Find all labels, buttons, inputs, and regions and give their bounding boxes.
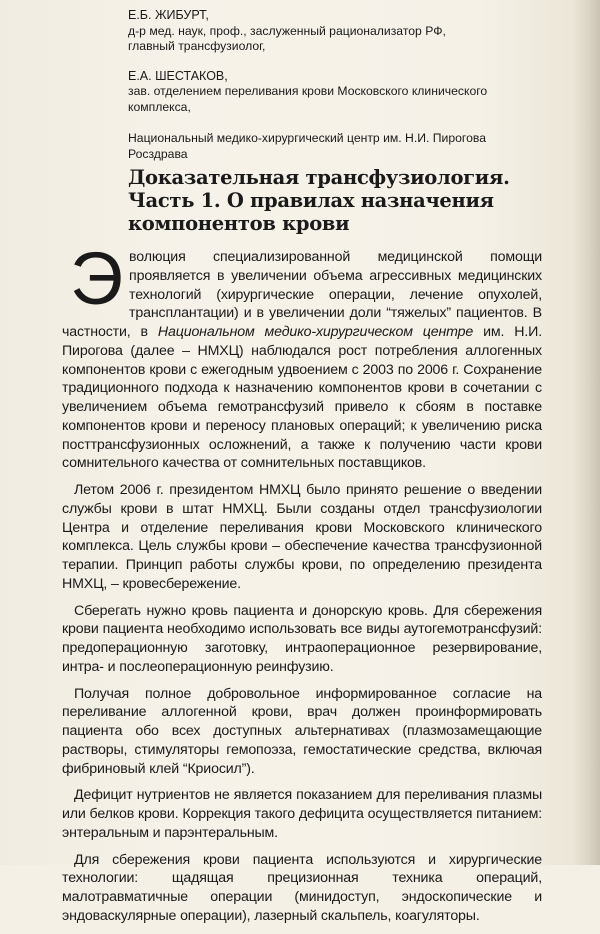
paragraph-3: Сберегать нужно кровь пациента и донорскую кровь. Для сбережения крови пациента необходимо использовать все виды аутогемотрансфузий: предоперационную заготовку, интраоперационное резервирование, интра- и послеоперационную реинфузию. [62,602,542,675]
drop-cap: Э [70,237,124,320]
paragraph-5: Дефицит нутриентов не является показанием для переливания плазмы или белков крови. Коррекция такого дефицита осуществляется питанием: энтеральным и парэнтеральным. [62,787,542,841]
page-edge-shadow [572,0,600,865]
author1-name: Е.Б. ЖИБУРТ, [128,8,209,22]
paragraph-6: Для сбережения крови пациента используются и хирургические технологии: щадящая прецизионная техника операций, малотравматичные операции (минидоступ, эндоскопические и эндоваскулярные операции), лазерный скальпель, коагуляторы. [62,851,542,924]
paragraph-1 [62,237,542,473]
organization: Национальный медико-хирургический центр им. Н.И. Пирогова [128,131,486,145]
paragraph-4: Получая полное добровольное информированное согласие на переливание аллогенной крови, врач должен проинформировать пациента обо всех доступных альтернативах (плазмозамещающие растворы, стимуляторы гемопоэза, гемостатические средства, включая фибриновый клей “Криосил”). [62,685,542,777]
title-line-3: компонентов крови [128,212,350,235]
article-title [128,166,558,235]
author1-credentials: д-р мед. наук, проф., заслуженный рационализатор РФ, [128,23,446,38]
paragraph-1-text-a: волюция специализированной медицинской помощи проявляется в увеличении объема агрессивных медицинских технологий (хирургические операции, лечение опухолей, трансплантации) и в увеличении доли “тяжелых” пациентов. В частности, в [62,249,542,340]
paragraph-1-emphasis: Национальном медико-хирургическом центре [157,324,474,340]
article-body [62,237,542,934]
author2-name: Е.А. ШЕСТАКОВ, [128,68,228,83]
title-line-2: Часть 1. О правилах назначения [128,189,494,212]
author1-position: главный трансфузиолог, [128,39,266,53]
paragraph-2: Летом 2006 г. президентом НМХЦ было принято решение о введении службы крови в штат НМХЦ. Были созданы отдел трансфузиологии Центра и отделение переливания крови Московского клинического комплекса. Цель службы крови – обеспечение качества трансфузионной терапии. Принцип работы службы крови, по определению президента НМХЦ, – кровесбережение. [62,482,542,592]
title-line-1: Доказательная трансфузиология. [128,166,510,189]
author2-position-cont: комплекса, [128,99,191,114]
organization-cont: Росздрава [128,146,188,161]
authors-block [128,8,548,162]
author2-position: зав. отделением переливания крови Московского клинического [128,84,488,98]
paragraph-1-text-b: им. Н.И. Пирогова (далее – НМХЦ) наблюдался рост потребления аллогенных компонентов крови с ежегодным удвоением с 2003 по 2006 г. Сохранение традиционного подхода к назначению компонентов крови в сочетании с увеличением объема гемотрансфузий привело к сбоям в поставке компонентов крови и переносу плановых операций; к увеличению риска посттрансфузионных осложнений, а также к получению части крови сомнительного качества от сомнительных поставщиков. [62,324,542,472]
